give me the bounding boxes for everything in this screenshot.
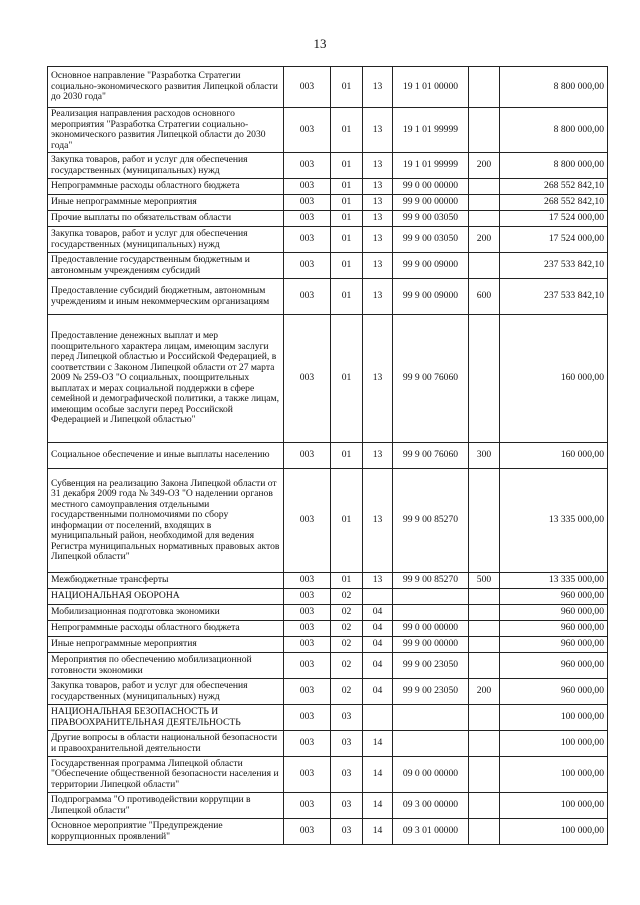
section-code: 02 bbox=[331, 621, 363, 637]
row-name: Подпрограмма "О противодействии коррупции в Липецкой области" bbox=[48, 793, 284, 819]
expense-type: 200 bbox=[469, 679, 500, 705]
amount: 237 533 842,10 bbox=[500, 279, 608, 315]
section-code: 01 bbox=[331, 211, 363, 227]
amount: 100 000,00 bbox=[500, 731, 608, 757]
admin-code: 003 bbox=[284, 605, 331, 621]
table-row bbox=[48, 705, 608, 731]
amount: 13 335 000,00 bbox=[500, 573, 608, 589]
expense-type bbox=[469, 757, 500, 793]
subsection-code: 14 bbox=[363, 731, 393, 757]
row-name: Мобилизационная подготовка экономики bbox=[48, 605, 284, 621]
row-name: Предоставление субсидий бюджетным, автономным учреждениям и иным некоммерческим организациям bbox=[48, 279, 284, 315]
admin-code: 003 bbox=[284, 637, 331, 653]
amount: 17 524 000,00 bbox=[500, 211, 608, 227]
table-row bbox=[48, 108, 608, 153]
admin-code: 003 bbox=[284, 679, 331, 705]
admin-code: 003 bbox=[284, 469, 331, 573]
row-name: Прочие выплаты по обязательствам области bbox=[48, 211, 284, 227]
admin-code: 003 bbox=[284, 443, 331, 469]
target-article: 19 1 01 00000 bbox=[393, 67, 469, 108]
table-row bbox=[48, 211, 608, 227]
amount: 960 000,00 bbox=[500, 589, 608, 605]
expense-type: 200 bbox=[469, 227, 500, 253]
subsection-code: 13 bbox=[363, 195, 393, 211]
amount: 8 800 000,00 bbox=[500, 153, 608, 179]
target-article bbox=[393, 705, 469, 731]
row-name: Непрограммные расходы областного бюджета bbox=[48, 179, 284, 195]
table-row bbox=[48, 67, 608, 108]
row-name: Субвенция на реализацию Закона Липецкой области от 31 декабря 2009 года № 349-ОЗ "О наделении органов местного самоуправления отдельными государственными полномочиями по сбору информации от поселений, входящих в муниципальный район, необходимой для ведения Регистра муниципальных нормативных правовых актов Липецкой области" bbox=[48, 469, 284, 573]
subsection-code: 13 bbox=[363, 153, 393, 179]
section-code: 02 bbox=[331, 637, 363, 653]
admin-code: 003 bbox=[284, 211, 331, 227]
subsection-code bbox=[363, 589, 393, 605]
admin-code: 003 bbox=[284, 195, 331, 211]
target-article: 99 9 00 76060 bbox=[393, 443, 469, 469]
target-article: 19 1 01 99999 bbox=[393, 153, 469, 179]
amount: 8 800 000,00 bbox=[500, 67, 608, 108]
section-code: 01 bbox=[331, 153, 363, 179]
table-row bbox=[48, 253, 608, 279]
section-code: 01 bbox=[331, 227, 363, 253]
amount: 100 000,00 bbox=[500, 757, 608, 793]
section-code: 01 bbox=[331, 195, 363, 211]
target-article: 99 9 00 09000 bbox=[393, 279, 469, 315]
subsection-code: 13 bbox=[363, 67, 393, 108]
target-article bbox=[393, 605, 469, 621]
section-code: 03 bbox=[331, 731, 363, 757]
table-row bbox=[48, 279, 608, 315]
row-name: Закупка товаров, работ и услуг для обеспечения государственных (муниципальных) нужд bbox=[48, 153, 284, 179]
expense-type bbox=[469, 621, 500, 637]
row-name: Реализация направления расходов основного мероприятия "Разработка Стратегии социально-экономического развития Липецкой области до 2030 года" bbox=[48, 108, 284, 153]
subsection-code: 13 bbox=[363, 315, 393, 443]
amount: 960 000,00 bbox=[500, 679, 608, 705]
target-article: 99 0 00 00000 bbox=[393, 621, 469, 637]
subsection-code: 04 bbox=[363, 637, 393, 653]
amount: 960 000,00 bbox=[500, 637, 608, 653]
target-article: 99 9 00 76060 bbox=[393, 315, 469, 443]
section-code: 02 bbox=[331, 679, 363, 705]
row-name: Закупка товаров, работ и услуг для обеспечения государственных (муниципальных) нужд bbox=[48, 227, 284, 253]
amount: 13 335 000,00 bbox=[500, 469, 608, 573]
row-name: Предоставление денежных выплат и мер поощрительного характера лицам, имеющим заслуги перед Липецкой областью и Российской Федерацией, в соответствии с Законом Липецкой области от 27 марта 2009 № 259-ОЗ "О социальных, поощрительных выплатах и мерах социальной поддержки в сфере семейной и демографической политики, а также лицам, имеющим особые заслуги перед Российской Федерацией и Липецкой областью" bbox=[48, 315, 284, 443]
amount: 100 000,00 bbox=[500, 705, 608, 731]
target-article: 99 9 00 03050 bbox=[393, 211, 469, 227]
admin-code: 003 bbox=[284, 108, 331, 153]
subsection-code: 13 bbox=[363, 108, 393, 153]
subsection-code: 13 bbox=[363, 443, 393, 469]
subsection-code: 04 bbox=[363, 653, 393, 679]
section-code: 02 bbox=[331, 589, 363, 605]
target-article bbox=[393, 731, 469, 757]
table-row bbox=[48, 653, 608, 679]
section-code: 03 bbox=[331, 757, 363, 793]
section-code: 02 bbox=[331, 605, 363, 621]
section-code: 02 bbox=[331, 653, 363, 679]
expense-type bbox=[469, 211, 500, 227]
target-article: 99 0 00 00000 bbox=[393, 179, 469, 195]
amount: 100 000,00 bbox=[500, 819, 608, 845]
admin-code: 003 bbox=[284, 621, 331, 637]
expense-type bbox=[469, 195, 500, 211]
row-name: Основное направление "Разработка Стратегии социально-экономического развития Липецкой области до 2030 года" bbox=[48, 67, 284, 108]
target-article: 99 9 00 09000 bbox=[393, 253, 469, 279]
expense-type bbox=[469, 705, 500, 731]
subsection-code: 13 bbox=[363, 469, 393, 573]
table-row bbox=[48, 573, 608, 589]
target-article: 99 9 00 23050 bbox=[393, 653, 469, 679]
target-article: 99 9 00 03050 bbox=[393, 227, 469, 253]
expense-type bbox=[469, 179, 500, 195]
admin-code: 003 bbox=[284, 819, 331, 845]
amount: 17 524 000,00 bbox=[500, 227, 608, 253]
table-row bbox=[48, 679, 608, 705]
table-row bbox=[48, 227, 608, 253]
admin-code: 003 bbox=[284, 589, 331, 605]
amount: 268 552 842,10 bbox=[500, 195, 608, 211]
admin-code: 003 bbox=[284, 757, 331, 793]
expense-type bbox=[469, 605, 500, 621]
amount: 160 000,00 bbox=[500, 443, 608, 469]
section-code: 03 bbox=[331, 793, 363, 819]
section-code: 01 bbox=[331, 573, 363, 589]
amount: 268 552 842,10 bbox=[500, 179, 608, 195]
subsection-code bbox=[363, 705, 393, 731]
target-article: 99 9 00 85270 bbox=[393, 573, 469, 589]
amount: 237 533 842,10 bbox=[500, 253, 608, 279]
table-row bbox=[48, 819, 608, 845]
amount: 960 000,00 bbox=[500, 605, 608, 621]
subsection-code: 04 bbox=[363, 679, 393, 705]
table-row bbox=[48, 153, 608, 179]
budget-table bbox=[47, 66, 608, 845]
table-row bbox=[48, 621, 608, 637]
table-row bbox=[48, 195, 608, 211]
subsection-code: 13 bbox=[363, 279, 393, 315]
row-name: Непрограммные расходы областного бюджета bbox=[48, 621, 284, 637]
target-article: 99 9 00 85270 bbox=[393, 469, 469, 573]
subsection-code: 14 bbox=[363, 793, 393, 819]
row-name: Государственная программа Липецкой области "Обеспечение общественной безопасности населения и территории Липецкой области" bbox=[48, 757, 284, 793]
section-code: 03 bbox=[331, 705, 363, 731]
target-article bbox=[393, 589, 469, 605]
amount: 8 800 000,00 bbox=[500, 108, 608, 153]
table-row bbox=[48, 315, 608, 443]
admin-code: 003 bbox=[284, 227, 331, 253]
row-name: Социальное обеспечение и иные выплаты населению bbox=[48, 443, 284, 469]
row-name: Закупка товаров, работ и услуг для обеспечения государственных (муниципальных) нужд bbox=[48, 679, 284, 705]
subsection-code: 14 bbox=[363, 757, 393, 793]
amount: 100 000,00 bbox=[500, 793, 608, 819]
amount: 160 000,00 bbox=[500, 315, 608, 443]
table-row bbox=[48, 793, 608, 819]
page-number: 13 bbox=[313, 36, 327, 51]
expense-type bbox=[469, 793, 500, 819]
admin-code: 003 bbox=[284, 179, 331, 195]
table-row bbox=[48, 179, 608, 195]
table-row bbox=[48, 605, 608, 621]
target-article: 09 0 00 00000 bbox=[393, 757, 469, 793]
subsection-code: 13 bbox=[363, 227, 393, 253]
row-name: Предоставление государственным бюджетным и автономным учреждениям субсидий bbox=[48, 253, 284, 279]
section-code: 01 bbox=[331, 279, 363, 315]
expense-type bbox=[469, 469, 500, 573]
expense-type bbox=[469, 653, 500, 679]
target-article: 99 9 00 00000 bbox=[393, 637, 469, 653]
subsection-code: 04 bbox=[363, 621, 393, 637]
expense-type bbox=[469, 253, 500, 279]
table-row bbox=[48, 637, 608, 653]
admin-code: 003 bbox=[284, 67, 331, 108]
admin-code: 003 bbox=[284, 253, 331, 279]
admin-code: 003 bbox=[284, 153, 331, 179]
expense-type bbox=[469, 819, 500, 845]
row-name: Другие вопросы в области национальной безопасности и правоохранительной деятельности bbox=[48, 731, 284, 757]
section-code: 01 bbox=[331, 443, 363, 469]
subsection-code: 04 bbox=[363, 605, 393, 621]
table-row bbox=[48, 443, 608, 469]
subsection-code: 13 bbox=[363, 211, 393, 227]
table-row bbox=[48, 469, 608, 573]
expense-type: 300 bbox=[469, 443, 500, 469]
amount: 960 000,00 bbox=[500, 621, 608, 637]
expense-type: 500 bbox=[469, 573, 500, 589]
section-code: 01 bbox=[331, 469, 363, 573]
subsection-code: 13 bbox=[363, 179, 393, 195]
target-article: 09 3 00 00000 bbox=[393, 793, 469, 819]
expense-type bbox=[469, 637, 500, 653]
section-code: 01 bbox=[331, 108, 363, 153]
budget-table-body bbox=[48, 67, 608, 845]
expense-type bbox=[469, 731, 500, 757]
admin-code: 003 bbox=[284, 731, 331, 757]
admin-code: 003 bbox=[284, 279, 331, 315]
target-article: 99 9 00 23050 bbox=[393, 679, 469, 705]
subsection-code: 14 bbox=[363, 819, 393, 845]
subsection-code: 13 bbox=[363, 253, 393, 279]
target-article: 19 1 01 99999 bbox=[393, 108, 469, 153]
table-row bbox=[48, 589, 608, 605]
expense-type bbox=[469, 108, 500, 153]
expense-type bbox=[469, 67, 500, 108]
target-article: 99 9 00 00000 bbox=[393, 195, 469, 211]
table-row bbox=[48, 757, 608, 793]
admin-code: 003 bbox=[284, 315, 331, 443]
table-row bbox=[48, 731, 608, 757]
target-article: 09 3 01 00000 bbox=[393, 819, 469, 845]
section-code: 01 bbox=[331, 253, 363, 279]
row-name: Межбюджетные трансферты bbox=[48, 573, 284, 589]
amount: 960 000,00 bbox=[500, 653, 608, 679]
expense-type bbox=[469, 315, 500, 443]
expense-type bbox=[469, 589, 500, 605]
row-name: Мероприятия по обеспечению мобилизационной готовности экономики bbox=[48, 653, 284, 679]
row-name: Иные непрограммные мероприятия bbox=[48, 195, 284, 211]
expense-type: 600 bbox=[469, 279, 500, 315]
row-name: Основное мероприятие "Предупреждение коррупционных проявлений" bbox=[48, 819, 284, 845]
section-code: 01 bbox=[331, 315, 363, 443]
row-name: НАЦИОНАЛЬНАЯ БЕЗОПАСНОСТЬ И ПРАВООХРАНИТЕЛЬНАЯ ДЕЯТЕЛЬНОСТЬ bbox=[48, 705, 284, 731]
admin-code: 003 bbox=[284, 705, 331, 731]
section-code: 03 bbox=[331, 819, 363, 845]
expense-type: 200 bbox=[469, 153, 500, 179]
subsection-code: 13 bbox=[363, 573, 393, 589]
row-name: Иные непрограммные мероприятия bbox=[48, 637, 284, 653]
section-code: 01 bbox=[331, 67, 363, 108]
admin-code: 003 bbox=[284, 573, 331, 589]
section-code: 01 bbox=[331, 179, 363, 195]
admin-code: 003 bbox=[284, 793, 331, 819]
admin-code: 003 bbox=[284, 653, 331, 679]
row-name: НАЦИОНАЛЬНАЯ ОБОРОНА bbox=[48, 589, 284, 605]
